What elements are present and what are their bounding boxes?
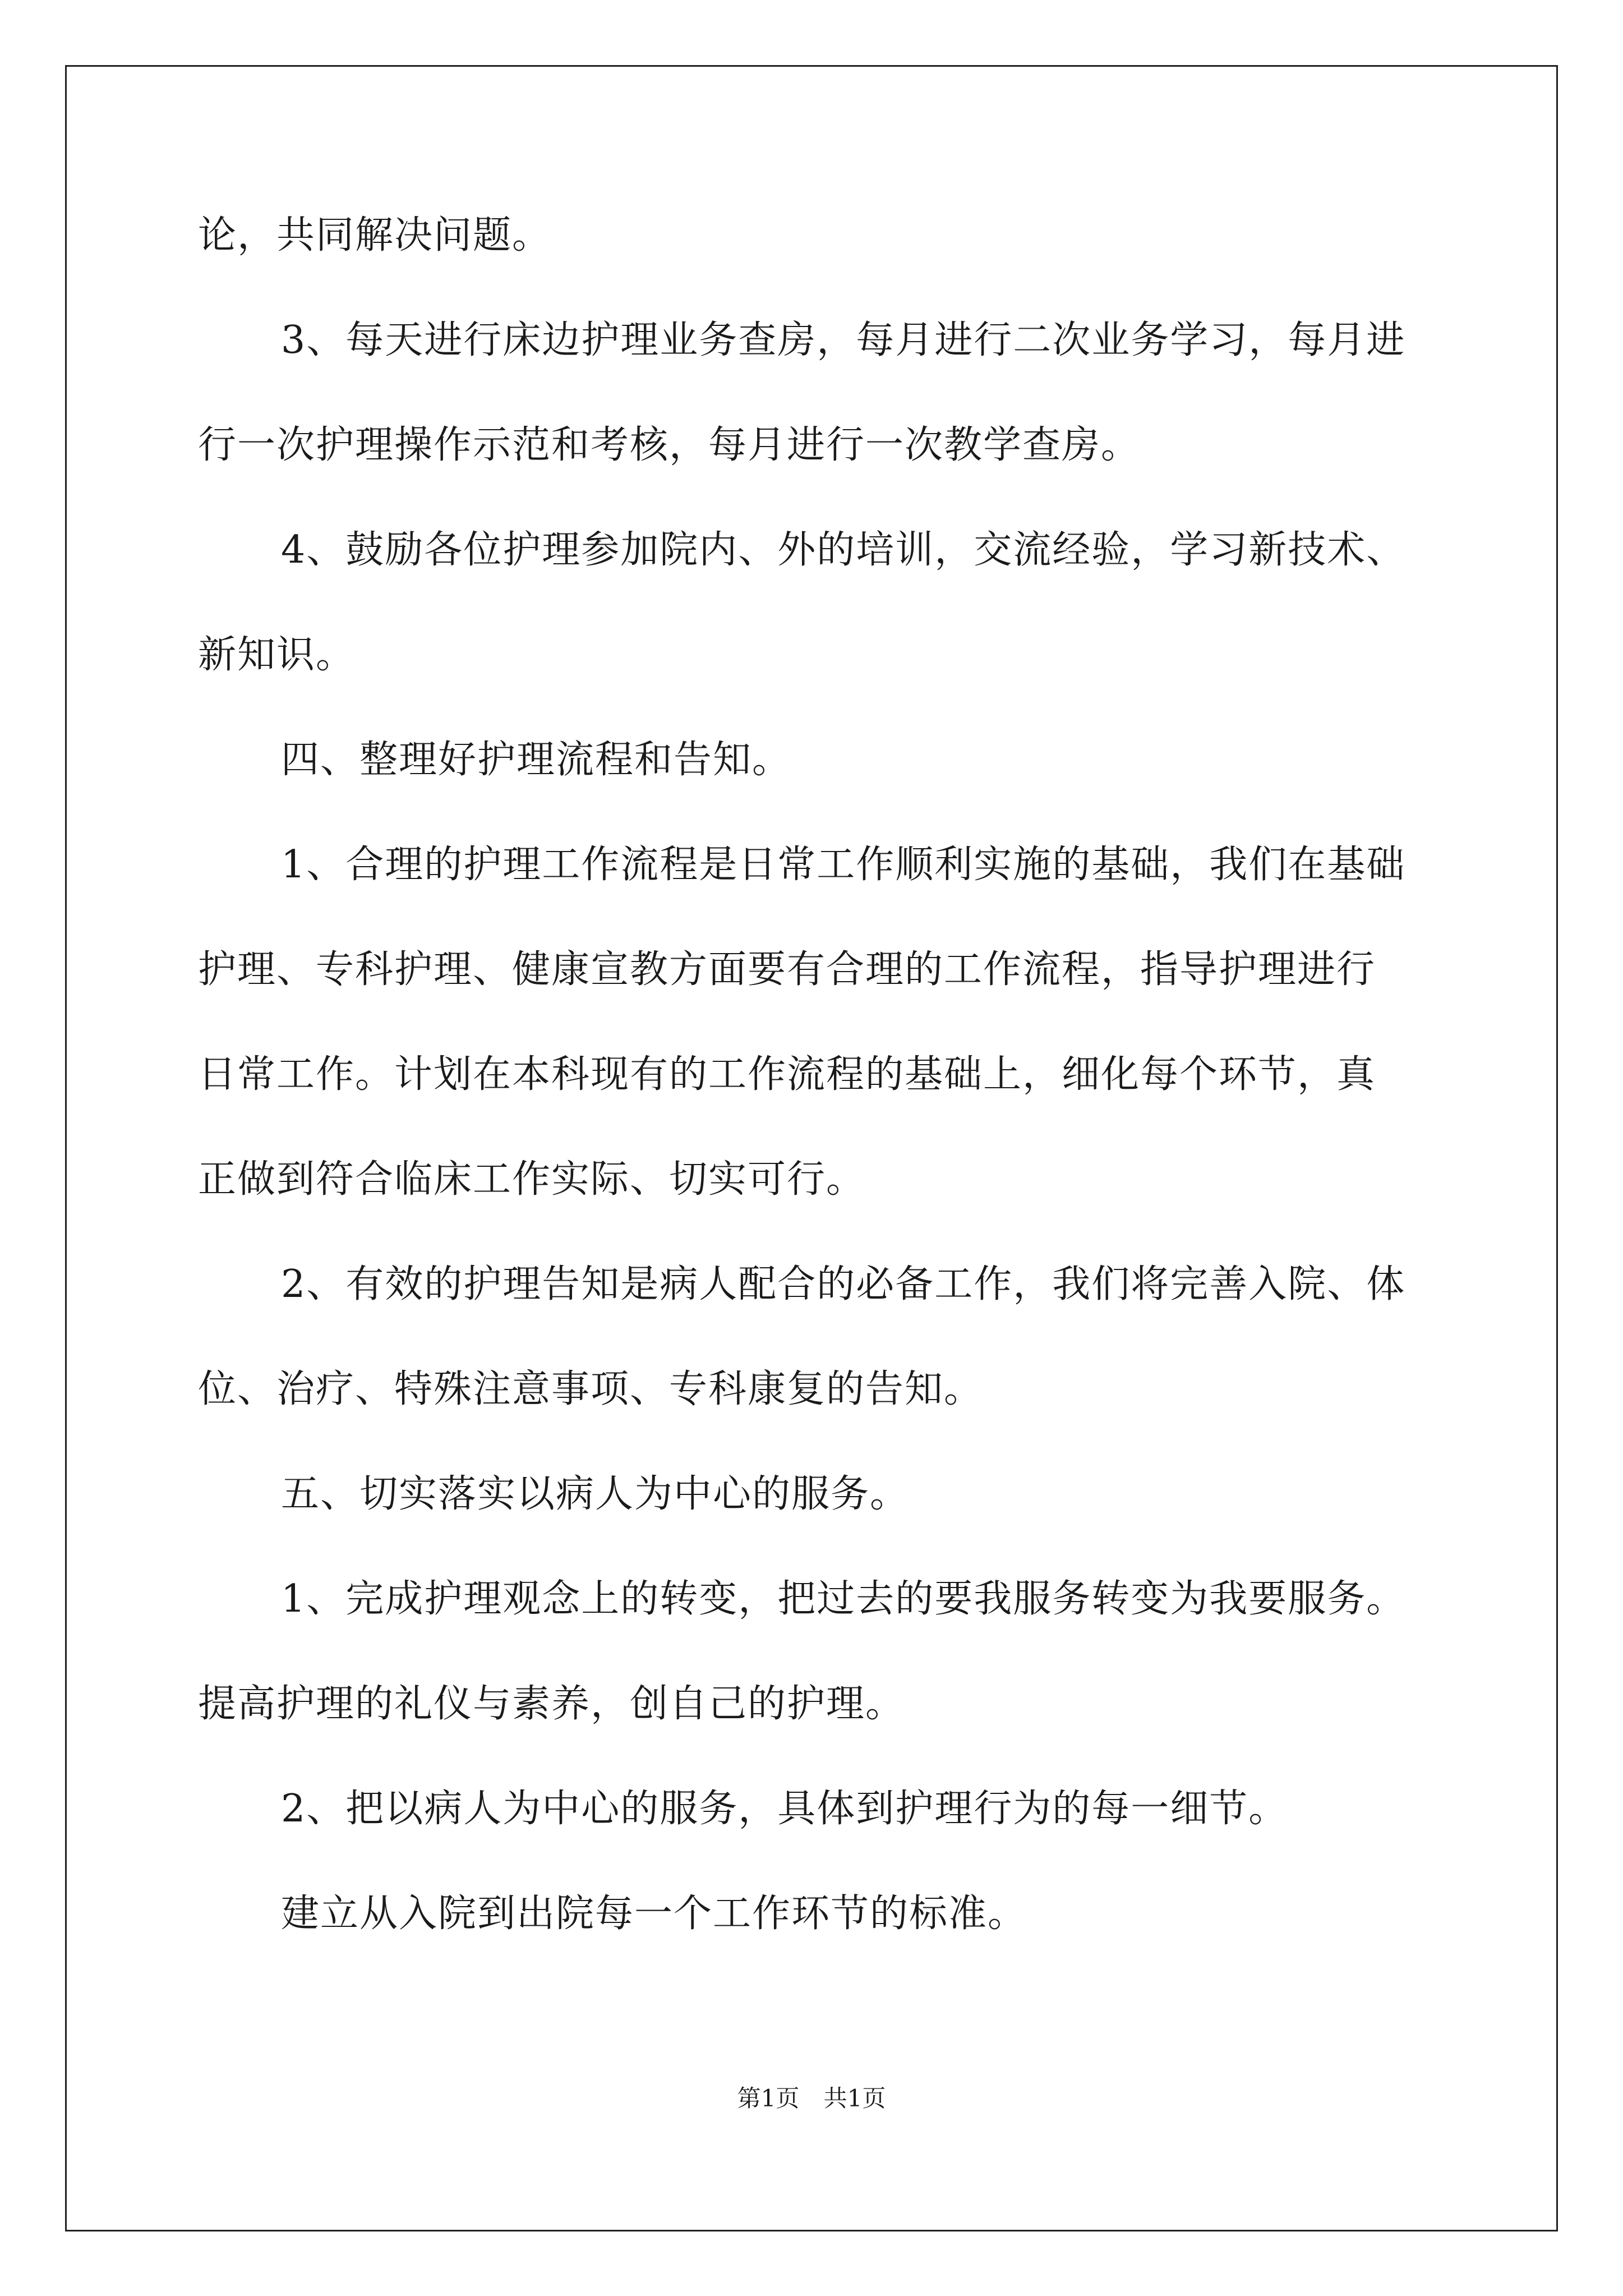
text-line-10: 正做到符合临床工作实际、切实可行。 — [198, 1157, 866, 1202]
text-line-4: 4、鼓励各位护理参加院内、外的培训，交流经验，学习新技术、 — [281, 528, 1406, 572]
section-heading-4: 四、整理好护理流程和告知。 — [281, 738, 792, 782]
text-line-17: 建立从入院到出院每一个工作环节的标准。 — [281, 1892, 1027, 1936]
text-line-15: 提高护理的礼仪与素养，创自己的护理。 — [198, 1682, 905, 1726]
text-line-2: 3、每天进行床边护理业务查房，每月进行二次业务学习，每月进 — [281, 318, 1406, 362]
text-line-1: 论，共同解决问题。 — [198, 213, 552, 257]
text-line-12: 位、治疗、特殊注意事项、专科康复的告知。 — [198, 1367, 984, 1411]
text-line-16: 2、把以病人为中心的服务，具体到护理行为的每一细节。 — [281, 1787, 1288, 1831]
text-line-14: 1、完成护理观念上的转变，把过去的要我服务转变为我要服务。 — [281, 1577, 1406, 1621]
text-line-8: 护理、专科护理、健康宣教方面要有合理的工作流程，指导护理进行 — [198, 947, 1376, 992]
text-line-11: 2、有效的护理告知是病人配合的必备工作，我们将完善入院、体 — [281, 1262, 1406, 1306]
text-line-7: 1、合理的护理工作流程是日常工作顺利实施的基础，我们在基础 — [281, 843, 1406, 887]
section-heading-5: 五、切实落实以病人为中心的服务。 — [281, 1472, 910, 1516]
text-line-5: 新知识。 — [198, 633, 356, 677]
page-number: 第1页 共1页 — [737, 2085, 886, 2112]
text-line-9: 日常工作。计划在本科现有的工作流程的基础上，细化每个环节，真 — [198, 1052, 1376, 1097]
text-line-3: 行一次护理操作示范和考核，每月进行一次教学查房。 — [198, 423, 1141, 467]
